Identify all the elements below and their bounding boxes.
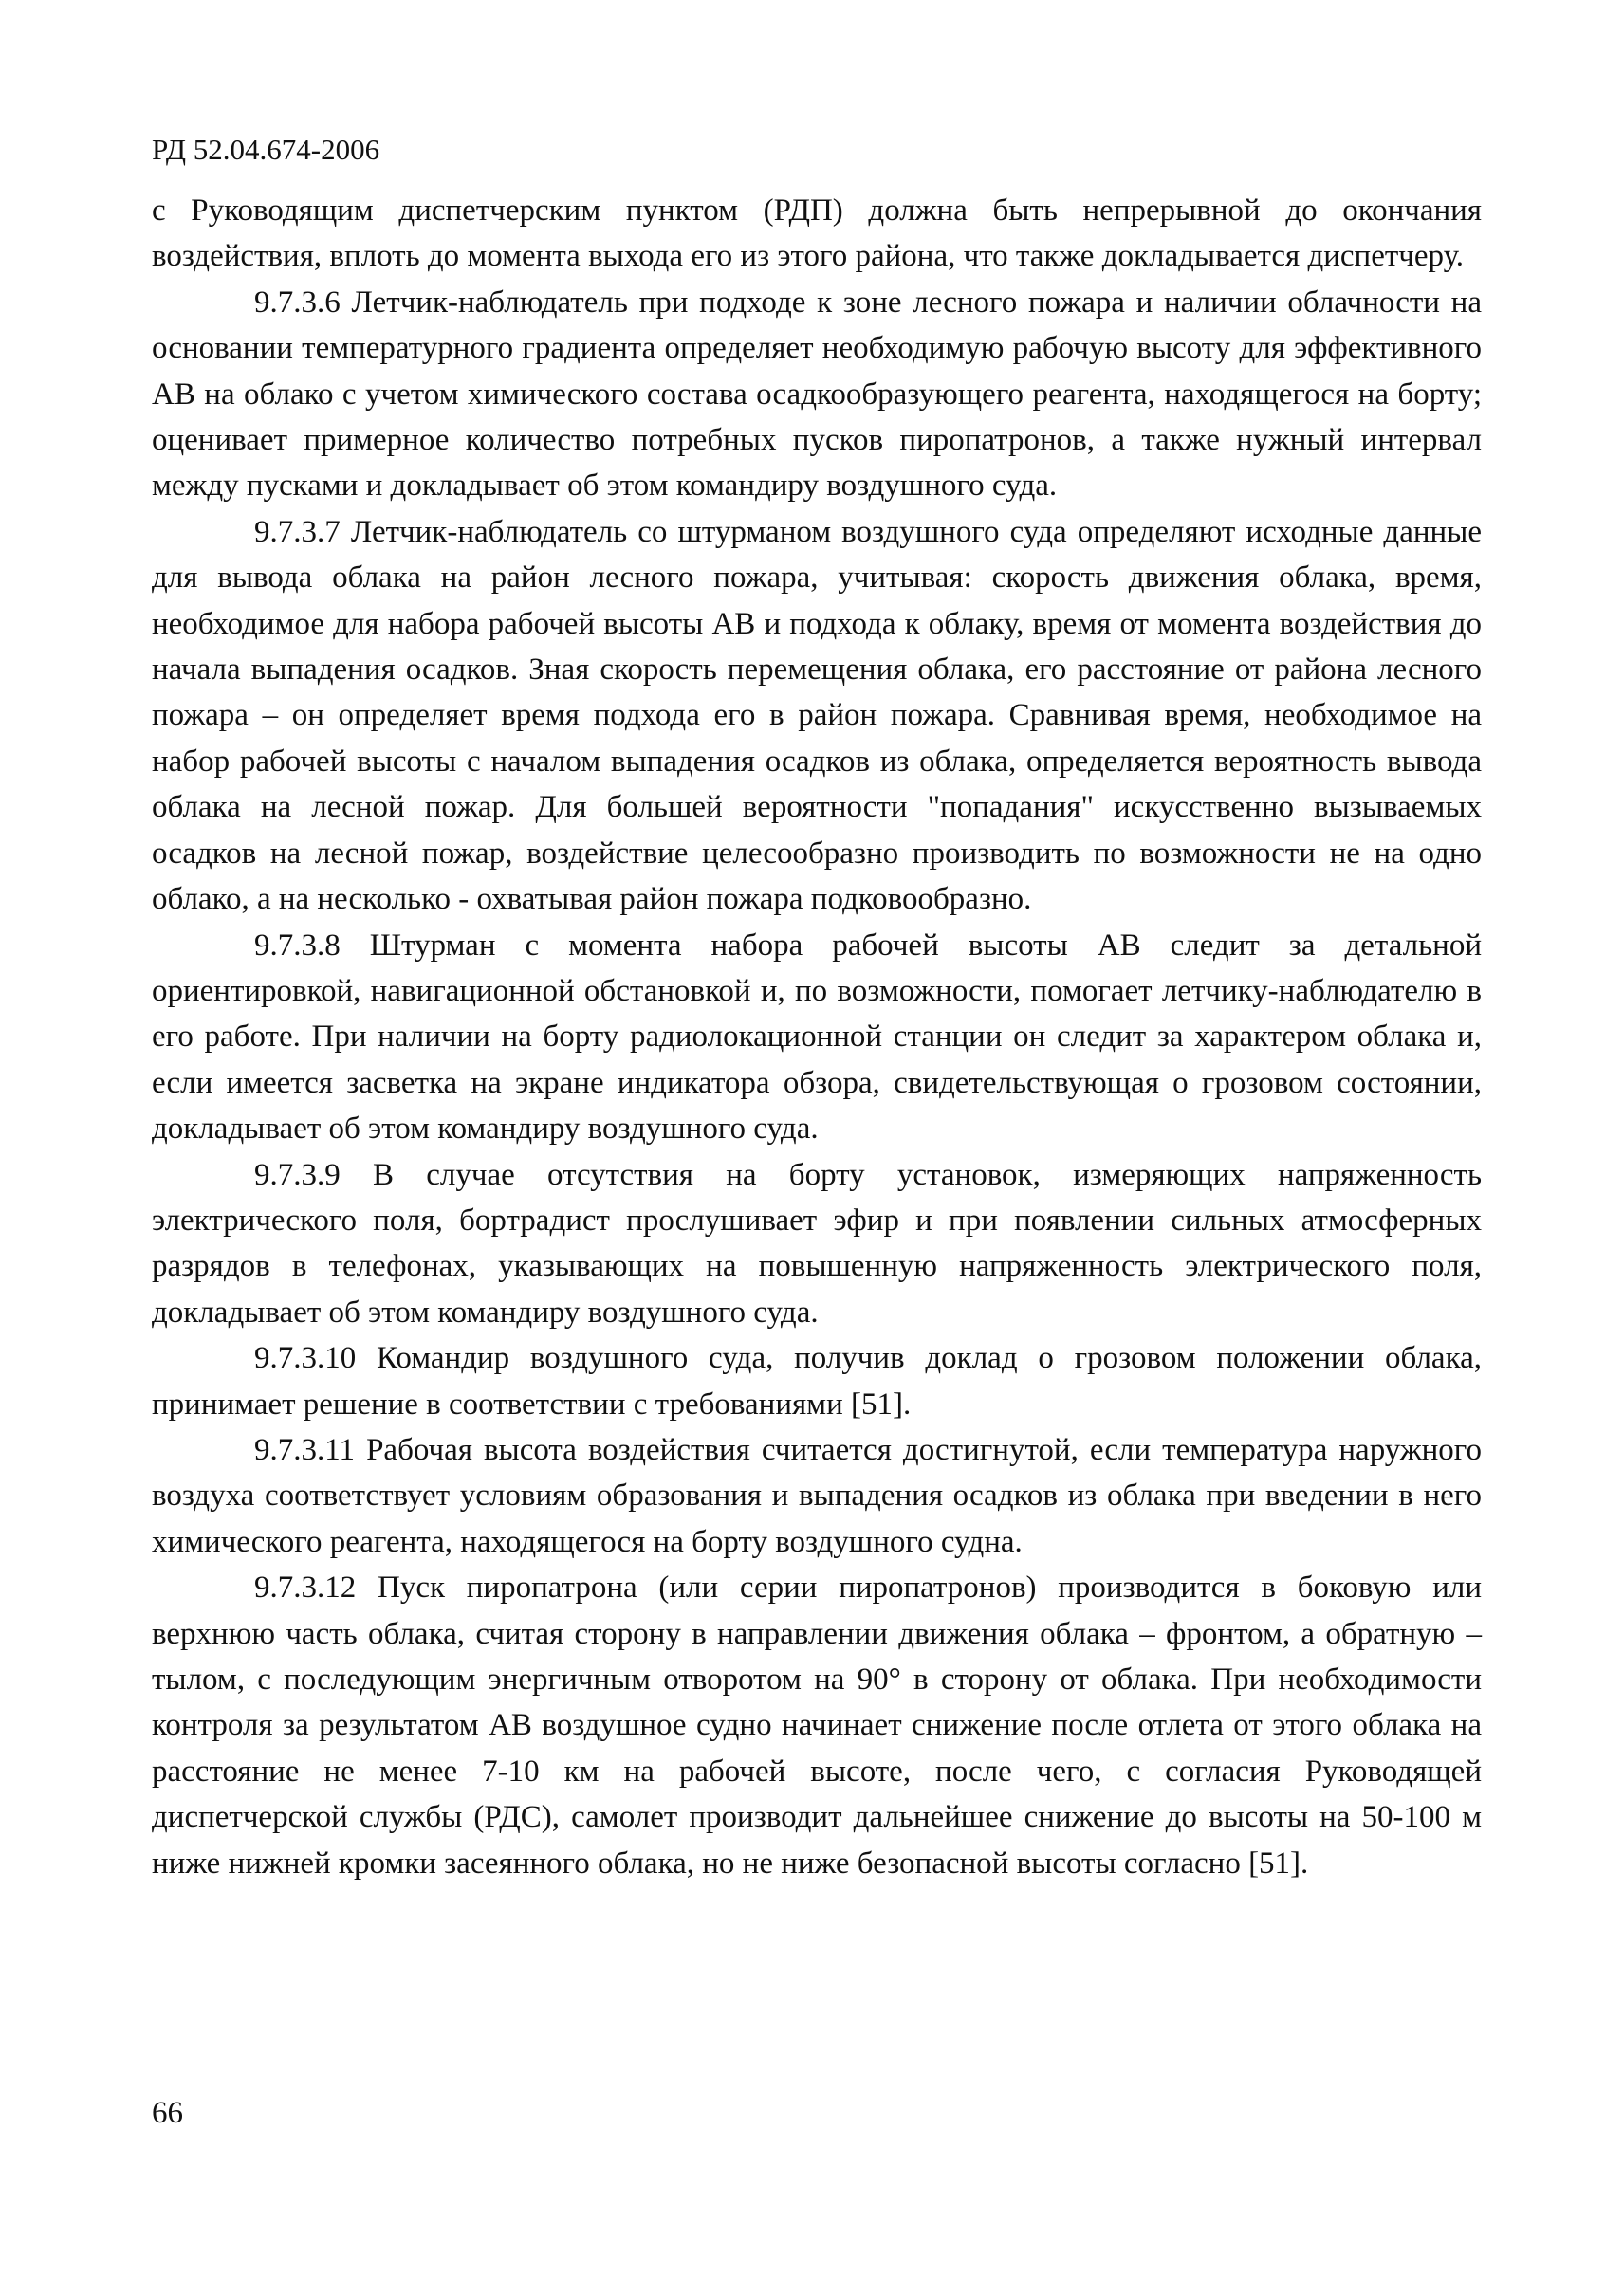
paragraph-9-7-3-6: 9.7.3.6 Летчик-наблюдатель при подходе к зоне лесного пожара и наличии облачности на основании температурного градиента определяет необходимую рабочую высоту для эффективного АВ на облако с учетом химического состава осадкообразующего реагента, находящегося на борту; оценивает примерное количество потребных пусков пиропатронов, а также нужный интервал между пусками и докладывает об этом командиру воздушного суда. xyxy=(152,285,1482,504)
paragraph-9-7-3-7: 9.7.3.7 Летчик-наблюдатель со штурманом воздушного суда определяют исходные данные для вывода облака на район лесного пожара, учитывая: скорость движения облака, время, необходимое для набора рабочей высоты АВ и подхода к облаку, время от момента воздействия до начала выпадения осадков. Зная скорость перемещения облака, его расстояние от района лесного пожара – он определяет время подхода его в район пожара. Сравнивая время, необходимое на набор рабочей высоты с началом выпадения осадков из облака, определяется вероятность вывода облака на лесной пожар. Для большей вероятности "попадания" искусственно вызываемых осадков на лесной пожар, воздействие целесообразно производить по возможности не на одно облако, а на несколько - охватывая район пожара подковообразно. xyxy=(152,514,1482,917)
paragraph-9-7-3-10: 9.7.3.10 Командир воздушного суда, получив доклад о грозовом положении облака, принимает решение в соответствии с требованиями [51]. xyxy=(152,1341,1482,1422)
paragraph-9-7-3-9: 9.7.3.9 В случае отсутствия на борту установок, измеряющих напряженность электрического поля, бортрадист прослушивает эфир и при появлении сильных атмосферных разрядов в телефонах, указывающих на повышенную напряженность электрического поля, докладывает об этом командиру воздушного суда. xyxy=(152,1157,1482,1330)
document-body xyxy=(152,188,1482,1886)
page-number: 66 xyxy=(152,2096,183,2130)
paragraph-9-7-3-12: 9.7.3.12 Пуск пиропатрона (или серии пиропатронов) производится в боковую или верхнюю часть облака, считая сторону в направлении движения облака – фронтом, а обратную – тылом, с последующим энергичным отворотом на 90° в сторону от облака. При необходимости контроля за результатом АВ воздушное судно начинает снижение после отлета от этого облака на расстояние не менее 7-10 км на рабочей высоте, после чего, с согласия Руководящей диспетчерской службы (РДС), самолет производит дальнейшее снижение до высоты на 50-100 м ниже нижней кромки засеянного облака, но не ниже безопасной высоты согласно [51]. xyxy=(152,1570,1482,1881)
document-code: РД 52.04.674-2006 xyxy=(152,133,380,166)
paragraph-continuation: с Руководящим диспетчерским пунктом (РДП) должна быть непрерывной до окончания воздействия, вплоть до момента выхода его из этого района, что также докладывается диспетчеру. xyxy=(152,193,1482,274)
paragraph-9-7-3-11: 9.7.3.11 Рабочая высота воздействия считается достигнутой, если температура наружного воздуха соответствует условиям образования и выпадения осадков из облака при введении в него химического реагента, находящегося на борту воздушного судна. xyxy=(152,1432,1482,1559)
paragraph-9-7-3-8: 9.7.3.8 Штурман с момента набора рабочей высоты АВ следит за детальной ориентировкой, навигационной обстановкой и, по возможности, помогает летчику-наблюдателю в его работе. При наличии на борту радиолокационной станции он следит за характером облака и, если имеется засветка на экране индикатора обзора, свидетельствующая о грозовом состоянии, докладывает об этом командиру воздушного суда. xyxy=(152,928,1482,1147)
